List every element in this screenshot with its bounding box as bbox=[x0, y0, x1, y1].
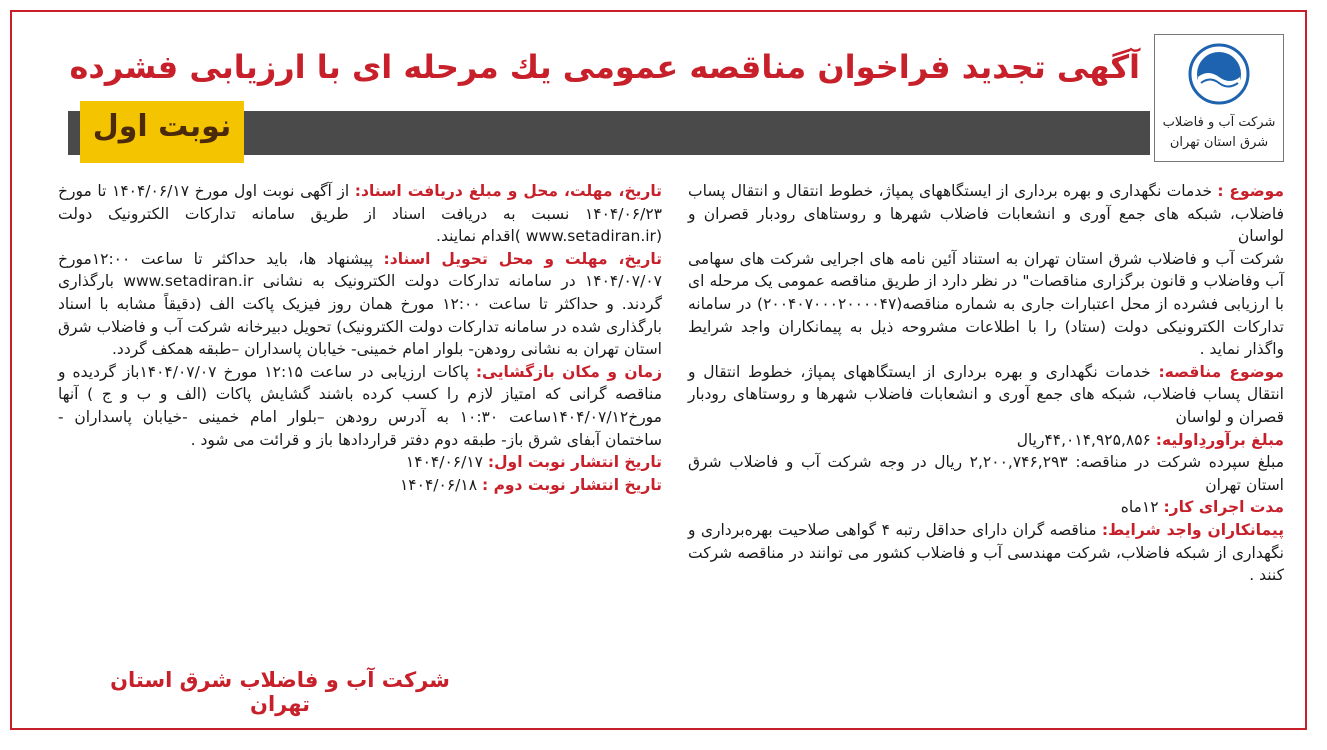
documents-delivery-paragraph bbox=[58, 248, 662, 361]
water-company-logo-icon bbox=[1188, 43, 1250, 105]
opening-label: زمان و مکان بازگشایی: bbox=[475, 362, 663, 381]
intro-paragraph: شرکت آب و فاضلاب شرق استان تهران به استناد آئین نامه های اجرایی شرکت های سهامی آب وفاضلاب و قانون برگزاری مناقصات" در نظر دارد از طریق مناقصه عمومی یک مرحله ای با ارزیابی فشرده از محل اعتبارات جاری به شماره مناقصه(۲۰۰۴۰۷۰۰۰۲۰۰۰۰۴۷) در سامانه تدارکات الکترونیکی دولت (ستاد) را با اطلاعات مشروحه ذیل به پیمانکاران واجد شرایط واگذار نماید . bbox=[688, 249, 1284, 359]
documents-receipt-text: از آگهی نوبت اول مورخ ۱۴۰۴/۰۶/۱۷ تا مورخ ۱۴۰۴/۰۶/۲۳ نسبت به دریافت اسناد از طریق سامانه تدارکات الکترونیک دولت (www.setadiran.ir )اقدام نمایند. bbox=[58, 182, 662, 246]
estimate-paragraph bbox=[688, 429, 1284, 452]
estimate-value: ۴۴,۰۱۴,۹۲۵,۸۵۶ریال bbox=[1016, 430, 1156, 449]
estimate-label: مبلغ برآوردِاولیه: bbox=[1155, 430, 1284, 449]
left-column bbox=[58, 180, 662, 496]
second-publish-date: ۱۴۰۴/۰۶/۱۸ bbox=[399, 475, 482, 494]
duration-value: ۱۲ماه bbox=[1120, 498, 1164, 517]
deposit-paragraph: مبلغ سپرده شرکت در مناقصه: ۲,۲۰۰,۷۴۶,۲۹۳ ریال در وجه شرکت آب و فاضلاب شرق استان تهران bbox=[688, 453, 1284, 494]
documents-delivery-label: تاریخ، مهلت و محل تحویل اسناد: bbox=[383, 249, 662, 268]
round-badge-label: نوبت اول bbox=[92, 109, 232, 144]
documents-receipt-label: تاریخ، مهلت، محل و مبلغ دریافت اسناد: bbox=[354, 182, 663, 200]
org-name-line2: شرق استان تهران bbox=[1169, 135, 1269, 150]
duration-paragraph bbox=[688, 496, 1284, 519]
documents-delivery-text: پیشنهاد ها، باید حداکثر تا ساعت ۱۲:۰۰مورخ ۱۴۰۴/۰۷/۰۷ در سامانه تدارکات دولت الکترونیک به نشانی www.setadiran.ir بارگذاری گردند. و حداکثر تا ساعت ۱۲:۰۰ مورخ همان روز فیزیک پاکت الف (دقیقاً مشابه با اسناد بارگذاری شده در سامانه تدارکات دولت الکترونیک) تحویل دبیرخانه شرکت آب و فاضلاب شرق استان تهران به نشانی رودهن- بلوار امام خمینی- خیابان پاسداران –طبقه همکف گردد. bbox=[58, 249, 662, 359]
org-name-line1: شرکت آب و فاضلاب bbox=[1162, 115, 1276, 130]
opening-paragraph bbox=[58, 361, 662, 451]
tender-subject-label: موضوع مناقصه: bbox=[1158, 362, 1284, 381]
subject-label: موضوع : bbox=[1217, 182, 1284, 200]
round-badge bbox=[80, 101, 244, 163]
signature-company: شرکت آب و فاضلاب شرق استان تهران bbox=[110, 668, 450, 716]
tender-subject-text: خدمات نگهداری و بهره برداری از ایستگاههای پمپاژ، خطوط انتقال و انتقال پساب فاضلاب، شبکه های جمع آوری و انشعابات فاضلاب شهرها و روستاهای رودبار قصران و لواسان bbox=[688, 362, 1284, 426]
tender-subject-paragraph bbox=[688, 361, 1284, 429]
documents-receipt-paragraph bbox=[58, 180, 662, 248]
org-logo-box bbox=[1154, 34, 1284, 162]
first-publish-date: ۱۴۰۴/۰۶/۱۷ bbox=[405, 453, 488, 472]
qualified-label: پیمانکاران واجد شرایط: bbox=[1101, 520, 1285, 539]
qualified-paragraph bbox=[688, 519, 1284, 587]
first-publish-label: تاریخ انتشار نوبت اول: bbox=[487, 453, 662, 472]
qualified-text: مناقصه گران دارای حداقل رتبه ۴ گواهی صلاحیت بهره‌برداری و نگهداری از شبکه فاضلاب، شرکت مهندسی آب و فاضلاب کشور می توانند در مناقصه شرکت کنند . bbox=[688, 520, 1284, 585]
subject-paragraph bbox=[688, 180, 1284, 248]
second-publish-label: تاریخ انتشار نوبت دوم : bbox=[481, 475, 662, 494]
second-publish-paragraph bbox=[58, 474, 662, 497]
subject-text: خدمات نگهداری و بهره برداری از ایستگاههای پمپاژ، خطوط انتقال و انتقال پساب فاضلاب، شبکه های جمع آوری و انشعابات فاضلاب شهرها و روستاهای رودبار قصران و لواسان bbox=[688, 182, 1284, 246]
notice-title: آگهی تجدید فراخوان مناقصه عمومی یك مرحله ای با ارزیابی فشرده bbox=[69, 48, 1140, 86]
right-column bbox=[688, 180, 1284, 587]
opening-text: پاکات ارزیابی در ساعت ۱۲:۱۵ مورخ ۱۴۰۴/۰۷/۰۷باز گردیده و مناقصه گرانی که امتیاز لازم را کسب کرده باشند گشایش پاکات (الف و ب و ج ) آنها مورخ۱۴۰۴/۰۷/۱۲ساعت ۱۰:۳۰ به آدرس رودهن –بلوار امام خمینی -خیابان پاسداران - ساختمان آبفای شرق باز- طبقه دوم دفتر قراردادها باز و قرائت می شود . bbox=[58, 362, 662, 449]
duration-label: مدت اجرای کار: bbox=[1163, 498, 1284, 517]
first-publish-paragraph bbox=[58, 451, 662, 474]
